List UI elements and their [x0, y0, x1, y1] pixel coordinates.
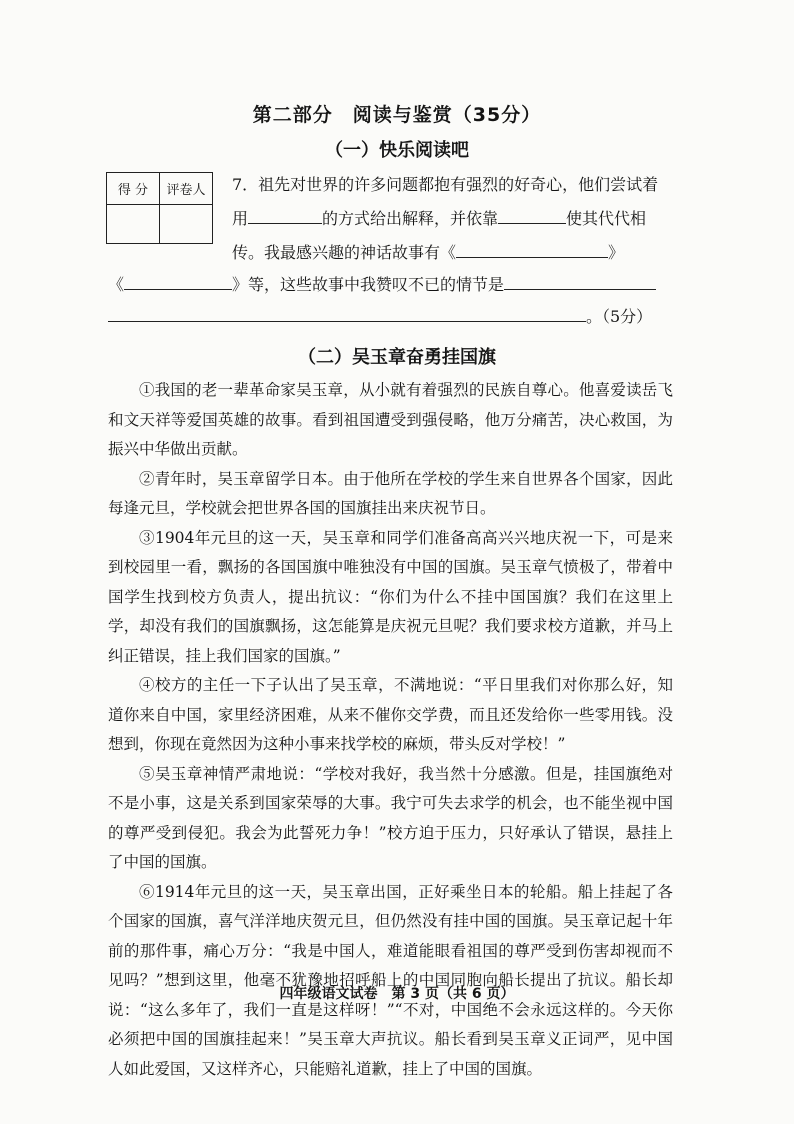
passage-paragraph: ④校方的主任一下子认出了吴玉章，不满地说：“平日里我们对你那么好，知道你来自中国，家里经济困难，从来不催你交学费，而且还发给你一些零用钱。没想到，你现在竟然因为这种小事来找学校的麻烦，带头反对学校！”: [108, 676, 673, 753]
score-field[interactable]: [107, 205, 160, 244]
passage-paragraph: ⑤吴玉章神情严肃地说：“学校对我好，我当然十分感激。但是，挂国旗绝对不是小事，这是关系到国家荣辱的大事。我宁可失去求学的机会，也不能坐视中国的尊严受到侵犯。我会为此誓死力争！”校方迫于压力，只好承认了错误，悬挂上了中国的国旗。: [108, 764, 673, 871]
answer-blank-2[interactable]: [498, 205, 566, 224]
passage-paragraph: ②青年时，吴玉章留学日本。由于他所在学校的学生来自世界各个国家，因此每逢元旦，学校就会把世界各国的国旗挂出来庆祝节日。: [108, 469, 673, 517]
question-7-line-3: [232, 239, 624, 263]
question-text: 》: [608, 243, 625, 262]
question-text: 。（5分）: [586, 307, 653, 326]
answer-blank-4[interactable]: [124, 271, 232, 290]
question-7-line-4: [108, 271, 656, 295]
page-footer: 四年级语文试卷 第 3 页（共 6 页）: [279, 986, 515, 1002]
question-text: 传。我最感兴趣的神话故事有《: [232, 243, 457, 262]
reading-passage: [108, 376, 673, 1084]
answer-blank-5[interactable]: [504, 271, 656, 290]
part-title: 第二部分 阅读与鉴赏（35分）: [252, 104, 542, 126]
question-text: 使其代代相: [566, 209, 647, 228]
question-text: 的方式给出解释，并依靠: [322, 209, 499, 228]
grader-field[interactable]: [160, 205, 213, 244]
section-title-story: （二）吴玉章奋勇挂国旗: [298, 347, 496, 368]
passage-paragraph: ①我国的老一辈革命家吴玉章，从小就有着强烈的民族自尊心。他喜爱读岳飞和文天祥等爱国英雄的故事。看到祖国遭受到强侵略，他万分痛苦，决心救国，为振兴中华做出贡献。: [108, 381, 673, 458]
question-7-line-5: [108, 303, 652, 327]
answer-blank-3[interactable]: [456, 239, 608, 258]
question-7-line-2: [232, 205, 646, 229]
question-text: 《: [108, 275, 125, 294]
score-label: 得 分: [107, 173, 160, 205]
answer-blank-6[interactable]: [108, 303, 586, 322]
score-box: [106, 172, 213, 244]
question-7-line-1: 7．祖先对世界的许多问题都抱有强烈的好奇心，他们尝试着: [232, 175, 659, 194]
passage-paragraph: ⑥1914年元旦的这一天，吴玉章出国，正好乘坐日本的轮船。船上挂起了各个国家的国旗，喜气洋洋地庆贺元旦，但仍然没有挂中国的国旗。吴玉章记起十年前的那件事，痛心万分：“我是中国人，难道能眼看祖国的尊严受到伤害却视而不见吗？”想到这里，他毫不犹豫地招呼船上的中国同胞向船长提出了抗议。船长却说：“这么多年了，我们一直是这样呀！”“不对，中国绝不会永远这样的。今天你必须把中国的国旗挂起来！”吴玉章大声抗议。船长看到吴玉章义正词严，见中国人如此爱国，又这样齐心，只能赔礼道歉，挂上了中国的国旗。: [108, 882, 673, 1078]
grader-label: 评卷人: [160, 173, 213, 205]
section-title-happy-reading: （一）快乐阅读吧: [325, 140, 469, 161]
answer-blank-1[interactable]: [248, 205, 322, 224]
question-text: 》等，这些故事中我赞叹不已的情节是: [232, 275, 505, 294]
question-text: 用: [232, 209, 249, 228]
passage-paragraph: ③1904年元旦的这一天，吴玉章和同学们准备高高兴兴地庆祝一下，可是来到校园里一看，飘扬的各国国旗中唯独没有中国的国旗。吴玉章气愤极了，带着中国学生找到校方负责人，提出抗议：“你们为什么不挂中国国旗？我们在这里上学，却没有我们的国旗飘扬，这怎能算是庆祝元旦呢？我们要求校方道歉，并马上纠正错误，挂上我们国家的国旗。”: [108, 528, 673, 665]
